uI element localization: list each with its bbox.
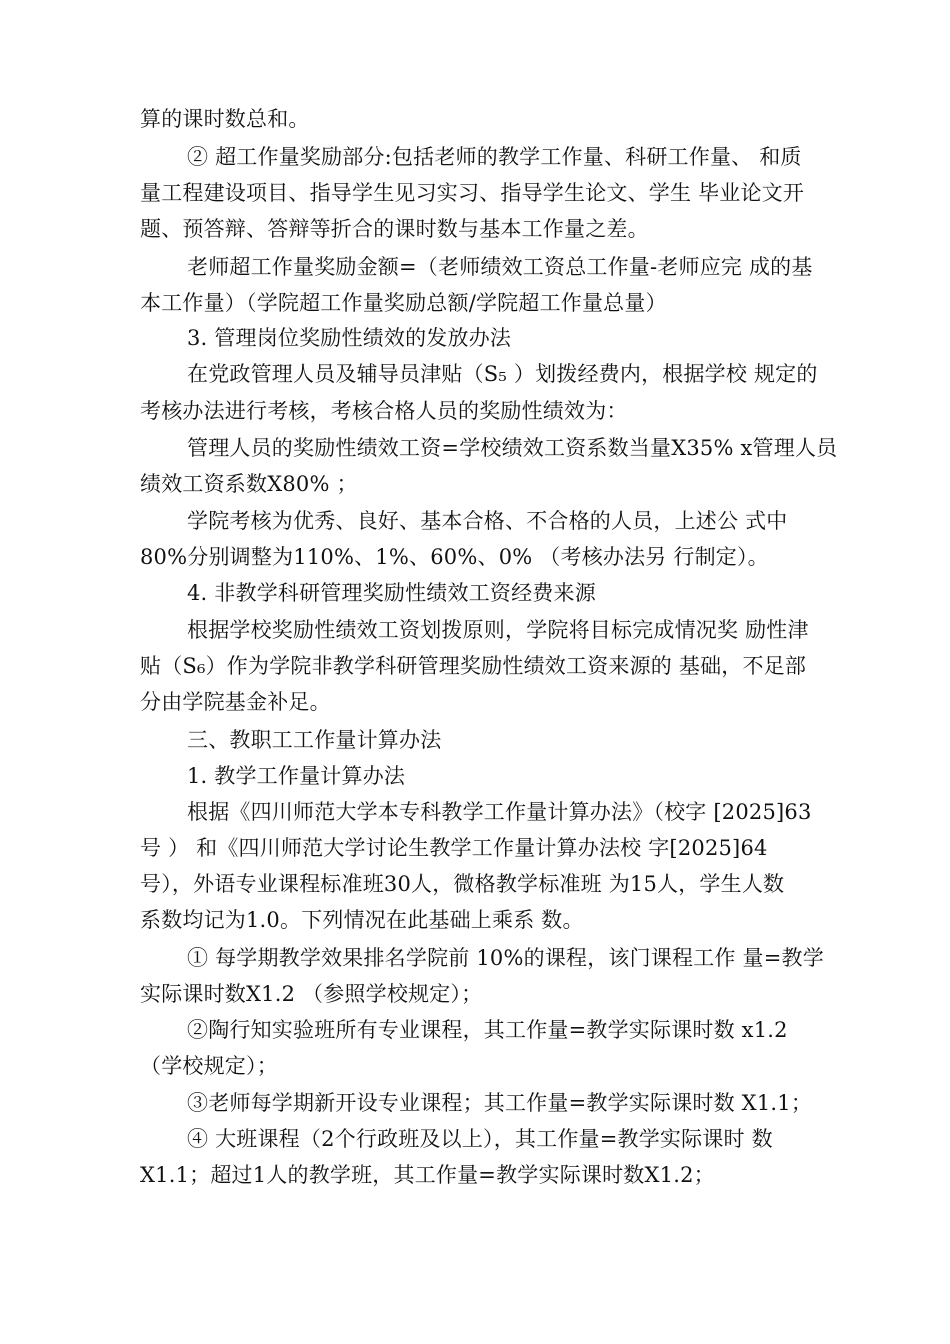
text-line: 分由学院基金补足。 (140, 690, 331, 714)
text-line: X1.1；超过1人的教学班，其工作量=教学实际课时数X1.2； (140, 1163, 715, 1187)
text-line: 根据学校奖励性绩效工资划拨原则，学院将目标完成情况奖 励性津 (187, 618, 809, 642)
text-line: 考核办法进行考核，考核合格人员的奖励性绩效为： (140, 399, 628, 423)
text-line: 贴（S₆）作为学院非教学科研管理奖励性绩效工资来源的 基础，不足部 (140, 654, 807, 678)
text-line: 本工作量）（学院超工作量奖励总额/学院超工作量总量） (140, 291, 667, 315)
text-line: 80%分别调整为110%、1%、60%、0% （考核办法另 行制定）。 (140, 545, 769, 569)
text-line: ② 超工作量奖励部分:包括老师的教学工作量、科研工作量、 和质 (187, 145, 802, 169)
text-line: 量工程建设项目、指导学生见习实习、指导学生论文、学生 毕业论文开 (140, 181, 805, 205)
text-line: ④ 大班课程（2个行政班及以上），其工作量=教学实际课时 数 (187, 1127, 773, 1151)
section-heading: 4. 非教学科研管理奖励性绩效工资经费来源 (187, 581, 596, 605)
text-line: 在党政管理人员及辅导员津贴（S₅ ）划拨经费内，根据学校 规定的 (187, 362, 818, 386)
text-line: 学院考核为优秀、良好、基本合格、不合格的人员，上述公 式中 (187, 509, 788, 533)
text-line: 老师超工作量奖励金额=（老师绩效工资总工作量-老师应完 成的基 (187, 255, 813, 279)
section-heading: 三、教职工工作量计算办法 (187, 728, 442, 752)
text-line: 题、预答辩、答辩等折合的课时数与基本工作量之差。 (140, 217, 649, 241)
text-line: 管理人员的奖励性绩效工资=学校绩效工资系数当量X35% x管理人员 (187, 436, 838, 460)
text-line: 号），外语专业课程标准班30人，微格教学标准班 为15人，学生人数 (140, 872, 785, 896)
section-heading: 3. 管理岗位奖励性绩效的发放办法 (187, 326, 512, 350)
text-line: ②陶行知实验班所有专业课程，其工作量=教学实际课时数 x1.2 (187, 1018, 788, 1042)
text-line: 根据《四川师范大学本专科教学工作量计算办法》（校字 [2025]63 (187, 800, 812, 824)
section-heading: 1. 教学工作量计算办法 (187, 764, 406, 788)
text-line: 绩效工资系数X80% ； (140, 472, 358, 496)
text-line: （学校规定）； (140, 1054, 278, 1078)
text-line: 实际课时数X1.2 （参照学校规定）； (140, 982, 483, 1006)
text-line: 号 ） 和《四川师范大学讨论生教学工作量计算办法校 字[2025]64 (140, 836, 768, 860)
text-line: 算的课时数总和。 (140, 107, 310, 131)
text-line: ③老师每学期新开设专业课程；其工作量=教学实际课时数 X1.1； (187, 1091, 813, 1115)
text-line: ① 每学期教学效果排名学院前 10%的课程，该门课程工作 量=教学 (187, 946, 824, 970)
text-line: 系数均记为1.0。下列情况在此基础上乘系 数。 (140, 908, 584, 932)
